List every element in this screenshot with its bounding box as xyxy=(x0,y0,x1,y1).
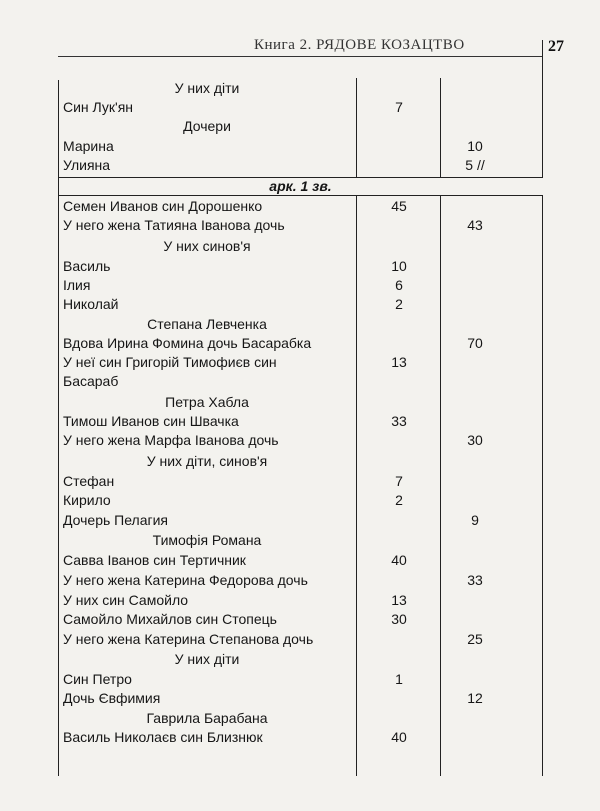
table-row xyxy=(0,258,600,277)
table-row xyxy=(0,671,600,690)
household-heading xyxy=(0,394,600,413)
person-name: У него жена Катерина Степанова дочь xyxy=(63,631,314,647)
heading-text: Гаврила Барабана xyxy=(146,710,268,726)
person-name: Тимош Иванов син Швачка xyxy=(63,413,239,429)
person-name: Василь xyxy=(63,258,111,274)
header-rule xyxy=(58,56,543,57)
table-row xyxy=(0,217,600,236)
table-row xyxy=(0,512,600,531)
person-name: Дочерь Пелагия xyxy=(63,512,169,528)
household-heading xyxy=(0,316,600,335)
heading-text: У них діти, синов'я xyxy=(146,453,268,469)
table-row xyxy=(0,729,600,748)
male-age: 13 xyxy=(391,592,407,608)
table-row xyxy=(0,277,600,296)
table-row xyxy=(0,335,600,354)
household-heading xyxy=(0,710,600,729)
person-name: Син Лук'ян xyxy=(63,99,134,115)
person-name: Стефан xyxy=(63,473,115,489)
male-age: 40 xyxy=(391,552,407,568)
person-name: У неї син Григорій Тимофиєв син xyxy=(63,354,277,370)
female-age: 70 xyxy=(467,335,483,351)
household-heading xyxy=(0,80,600,99)
male-age: 2 xyxy=(395,492,403,508)
table-row xyxy=(0,157,600,176)
running-title: Книга 2. РЯДОВЕ КОЗАЦТВО xyxy=(254,37,465,53)
male-age: 10 xyxy=(391,258,407,274)
person-name: Марина xyxy=(63,138,114,154)
person-name: Дочь Євфимия xyxy=(63,690,161,706)
table-row xyxy=(0,552,600,571)
table-row xyxy=(0,296,600,315)
male-age: 33 xyxy=(391,413,407,429)
male-age: 1 xyxy=(395,671,403,687)
person-name: Кирило xyxy=(63,492,111,508)
person-name: Вдова Ирина Фомина дочь Басарабка xyxy=(63,335,312,351)
person-name: Самойло Михайлов син Стопець xyxy=(63,611,277,627)
table-row xyxy=(0,99,600,118)
table-row xyxy=(0,631,600,650)
table-row xyxy=(0,690,600,709)
male-age: 2 xyxy=(395,296,403,312)
male-age: 45 xyxy=(391,198,407,214)
table-row xyxy=(0,198,600,217)
person-name: У него жена Марфа Іванова дочь xyxy=(63,432,279,448)
section-header xyxy=(0,178,600,197)
male-age: 6 xyxy=(395,277,403,293)
section-title: арк. 1 зв. xyxy=(269,178,332,194)
table-row xyxy=(0,432,600,451)
heading-text: У них діти xyxy=(174,80,240,96)
table-row xyxy=(0,138,600,157)
female-age: 5 // xyxy=(465,157,485,173)
person-name: Улияна xyxy=(63,157,111,173)
female-age: 12 xyxy=(467,690,483,706)
male-age: 7 xyxy=(395,473,403,489)
heading-text: Степана Левченка xyxy=(147,316,267,332)
person-name: У него жена Катерина Федорова дочь xyxy=(63,572,308,588)
household-heading xyxy=(0,532,600,551)
person-name: Син Петро xyxy=(63,671,132,687)
page-number: 27 xyxy=(548,38,564,55)
person-name: У него жена Татияна Іванова дочь xyxy=(63,217,285,233)
female-age: 30 xyxy=(467,432,483,448)
person-name: Семен Иванов син Дорошенко xyxy=(63,198,263,214)
person-name: Басараб xyxy=(63,373,119,389)
female-age: 43 xyxy=(467,217,483,233)
person-name: Ілия xyxy=(63,277,91,293)
female-age: 9 xyxy=(471,512,479,528)
household-heading xyxy=(0,453,600,472)
female-age: 25 xyxy=(467,631,483,647)
table-row xyxy=(0,354,600,373)
household-heading xyxy=(0,118,600,137)
person-name: Василь Николаєв син Близнюк xyxy=(63,729,263,745)
female-age: 33 xyxy=(467,572,483,588)
heading-text: Петра Хабла xyxy=(165,394,249,410)
heading-text: Тимофія Романа xyxy=(152,532,262,548)
male-age: 7 xyxy=(395,99,403,115)
male-age: 40 xyxy=(391,729,407,745)
household-heading xyxy=(0,651,600,670)
table-row xyxy=(0,473,600,492)
heading-text: У них синов'я xyxy=(163,238,251,254)
table-row xyxy=(0,373,600,392)
male-age: 13 xyxy=(391,354,407,370)
table-row xyxy=(0,572,600,591)
household-heading xyxy=(0,238,600,257)
heading-text: У них діти xyxy=(174,651,240,667)
heading-text: Дочери xyxy=(183,118,231,134)
table-row xyxy=(0,413,600,432)
female-age: 10 xyxy=(467,138,483,154)
person-name: Савва Іванов син Тертичник xyxy=(63,552,246,568)
person-name: У них син Самойло xyxy=(63,592,189,608)
table-row xyxy=(0,492,600,511)
table-row xyxy=(0,592,600,611)
male-age: 30 xyxy=(391,611,407,627)
person-name: Николай xyxy=(63,296,119,312)
table-row xyxy=(0,611,600,630)
